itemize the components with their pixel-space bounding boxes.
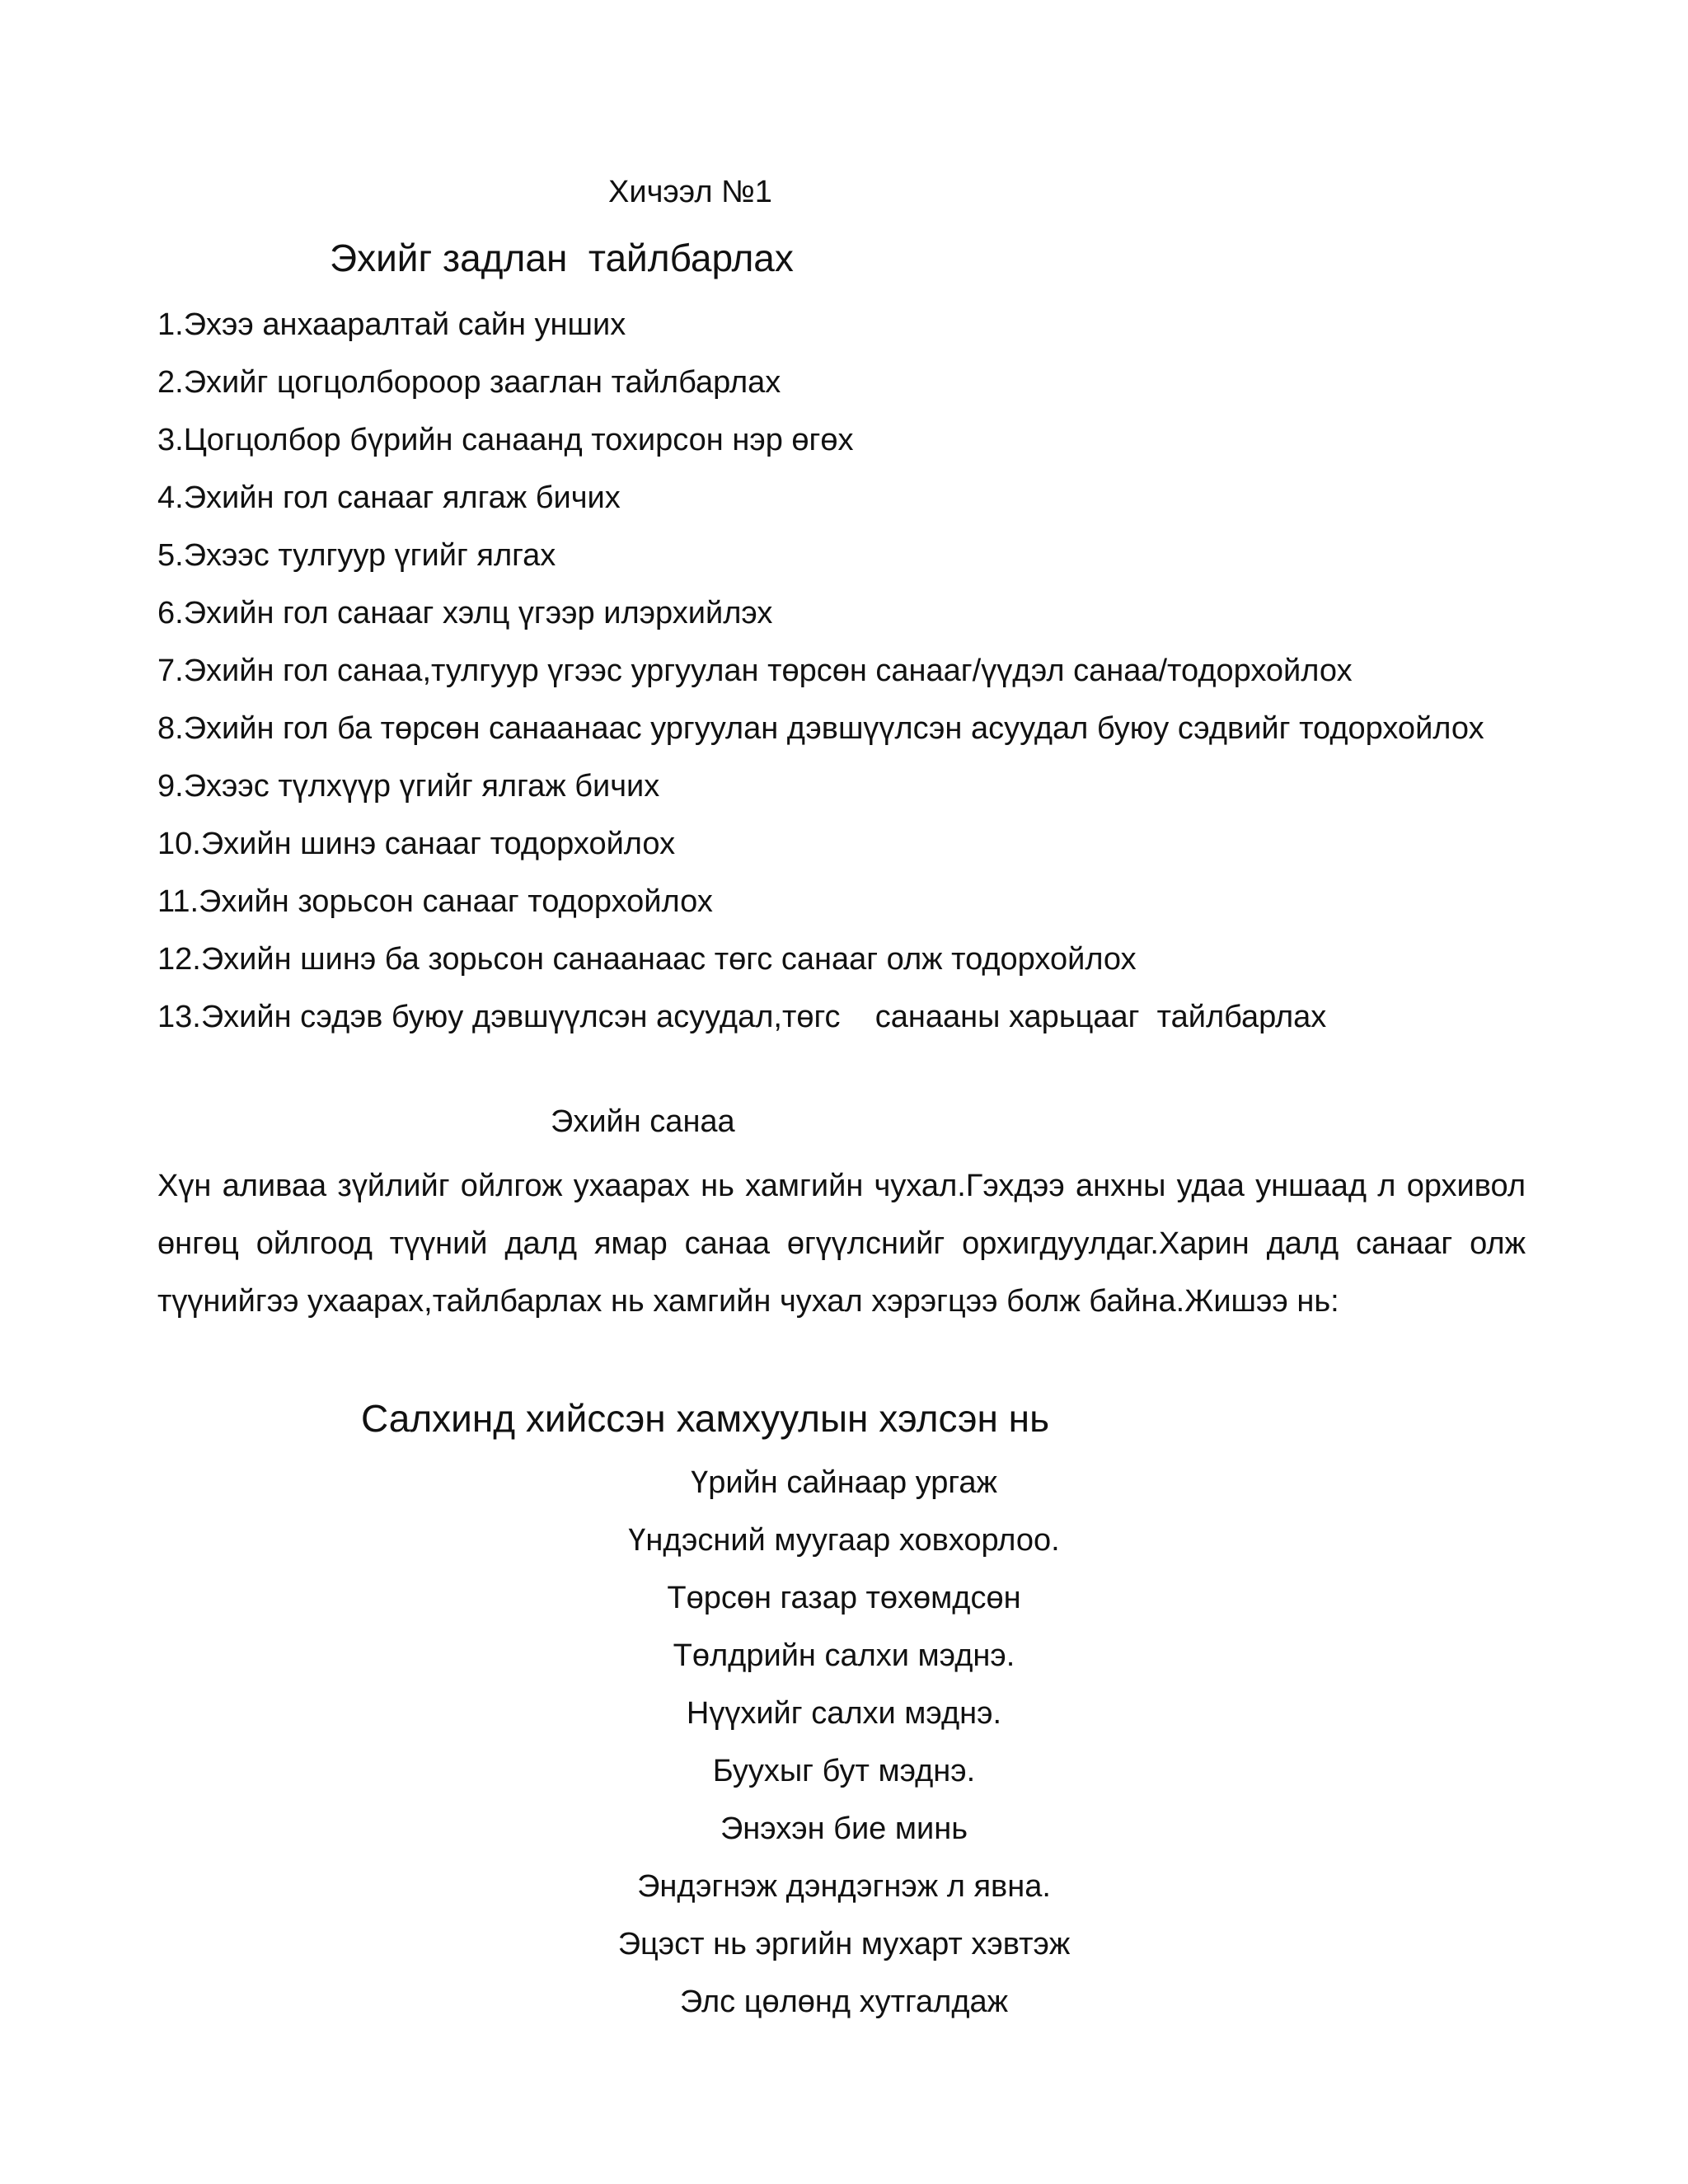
- lesson-number: Хичээл №1: [608, 175, 772, 209]
- poem-lines: [432, 1454, 1256, 2031]
- page-title: Эхийг задлан тайлбарлах: [330, 237, 794, 279]
- poem-line: Төрсөн газар төхөмдсөн: [667, 1581, 1021, 1615]
- analysis-steps-list: [157, 296, 1526, 1046]
- step-item: 13.Эхийн сэдэв буюу дэвшүүлсэн асуудал,төгс санааны харьцааг тайлбарлах: [157, 1000, 1327, 1034]
- step-item: 11.Эхийн зорьсон санааг тодорхойлох: [157, 884, 713, 919]
- step-item: 7.Эхийн гол санаа,тулгуур үгээс ургуулан төрсөн санааг/үүдэл санаа/тодорхойлох: [157, 654, 1353, 688]
- step-item: 2.Эхийг цогцолбороор зааглан тайлбарлах: [157, 365, 781, 400]
- section-heading: Эхийн санаа: [551, 1104, 735, 1139]
- poem-line: Буухыг бут мэднэ.: [712, 1754, 976, 1788]
- step-item: 5.Эхээс тулгуур үгийг ялгах: [157, 538, 556, 573]
- step-item: 4.Эхийн гол санааг ялгаж бичих: [157, 480, 621, 515]
- poem-line: Үрийн сайнаар ургаж: [691, 1465, 997, 1500]
- intro-paragraph: Хүн аливаа зүйлийг ойлгож ухаарах нь хамгийн чухал.Гэхдээ анхны удаа уншаад л орхивол өнгөц ойлгоод түүний далд ямар санаа өгүүлснийг орхигдуулдаг.Харин далд санааг олж түүнийгээ ухаарах,тайлбарлах нь хамгийн чухал хэрэгцээ болж байна.Жишээ нь:: [157, 1169, 1552, 1319]
- step-item: 12.Эхийн шинэ ба зорьсон санаанаас төгс санааг олж тодорхойлох: [157, 942, 1137, 977]
- poem-line: Нүүхийг салхи мэднэ.: [686, 1696, 1002, 1731]
- step-item: 10.Эхийн шинэ санааг тодорхойлох: [157, 827, 676, 861]
- step-item: 9.Эхээс түлхүүр үгийг ялгаж бичих: [157, 769, 660, 804]
- poem-title: Салхинд хийссэн хамхуулын хэлсэн нь: [361, 1397, 1050, 1440]
- step-item: 6.Эхийн гол санааг хэлц үгээр илэрхийлэх: [157, 596, 773, 630]
- poem-line: Элс цөлөнд хутгалдаж: [679, 1985, 1009, 2019]
- poem-line: Үндэсний муугаар ховхорлоо.: [628, 1523, 1060, 1558]
- poem-line: Төлдрийн салхи мэднэ.: [673, 1638, 1015, 1673]
- step-item: 3.Цогцолбор бүрийн санаанд тохирсон нэр өгөх: [157, 423, 854, 457]
- step-item: 1.Эхээ анхааралтай сайн унших: [157, 307, 626, 342]
- poem-line: Энэхэн бие минь: [720, 1811, 968, 1846]
- step-item: 8.Эхийн гол ба төрсөн санаанаас ургуулан дэвшүүлсэн асуудал буюу сэдвийг тодорхойлох: [157, 711, 1484, 746]
- poem-line: Эцэст нь эргийн мухарт хэвтэж: [617, 1927, 1071, 1961]
- poem-line: Эндэгнэж дэндэгнэж л явна.: [637, 1869, 1051, 1904]
